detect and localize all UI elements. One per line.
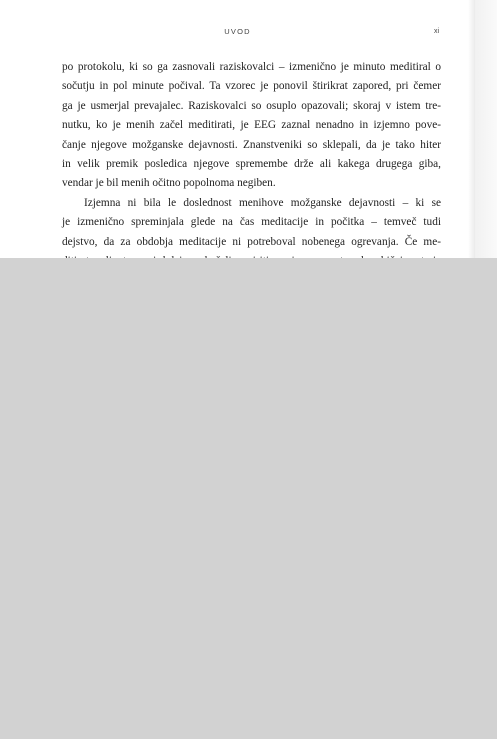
unloaded-area	[0, 258, 497, 739]
page-edge-shadow	[468, 0, 475, 258]
page-number: xi	[434, 28, 440, 35]
paragraph-1	[62, 58, 441, 194]
text-line: in velik premik posledica njegove spremembe drže ali kakega drugega giba,	[62, 157, 441, 170]
text-line: vendar je bil menih očitno popolnoma negiben.	[62, 177, 276, 190]
text-line: ga je usmerjal prevajalec. Raziskovalci so osuplo opazovali; skoraj v istem tre-	[62, 99, 441, 112]
running-head: UVOD	[224, 27, 251, 36]
text-line: čanje njegove možganske dejavnosti. Znanstveniki so sklepali, da je tako hiter	[62, 138, 441, 151]
text-line: Izjemna ni bila le doslednost menihove možganske dejavnosti – ki se	[84, 196, 441, 209]
text-line: nutku, ko je menih začel meditirati, je EEG zaznal nenadno in izjemno pove-	[62, 119, 441, 132]
book-page	[0, 0, 475, 258]
viewer-edge	[475, 0, 497, 258]
text-line: je izmenično spreminjala glede na čas meditacije in počitka – temveč tudi	[62, 216, 441, 229]
text-line: sočutju in pol minute počival. Ta vzorec je ponovil štirikrat zapored, pri čemer	[62, 80, 441, 93]
text-line: dejstvo, da za obdobja meditacije ni potreboval nobenega ogrevanja. Če me-	[62, 235, 441, 248]
text-line: po protokolu, ki so ga zasnovali raziskovalci – izmenično je minuto meditiral o	[62, 61, 441, 73]
